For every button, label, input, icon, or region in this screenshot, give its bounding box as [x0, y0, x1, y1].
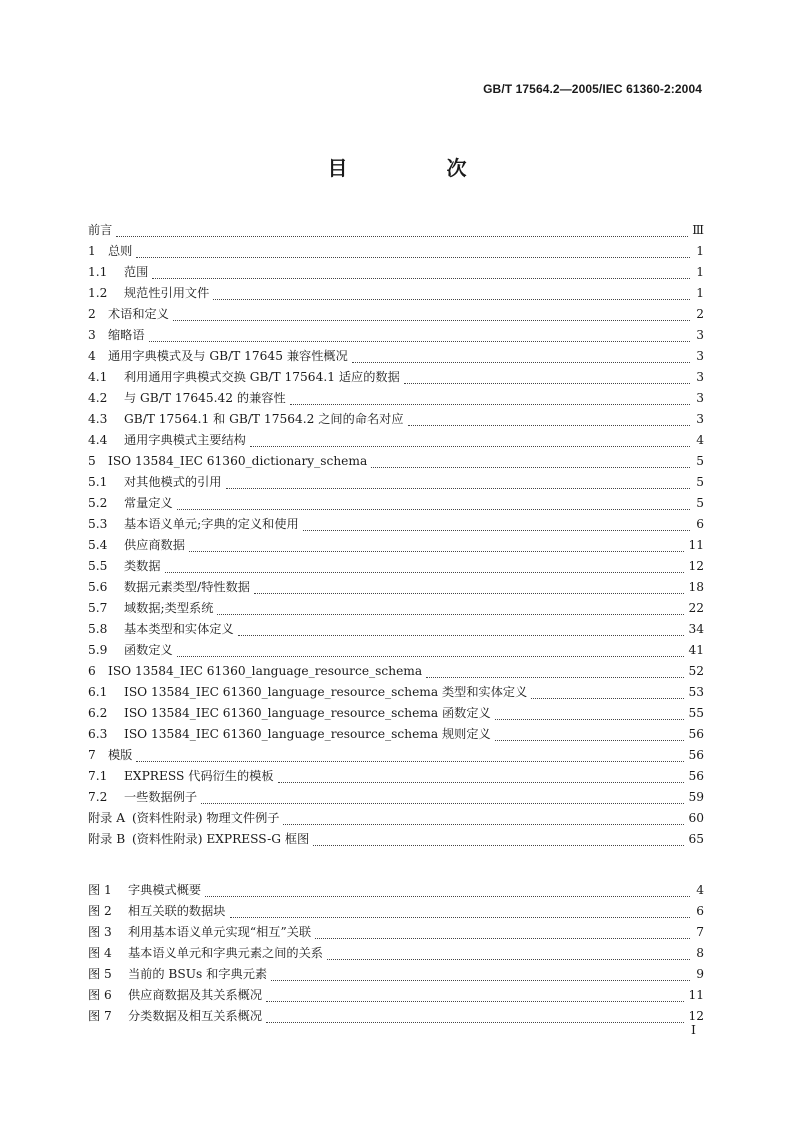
toc-entry-page: 6 — [696, 517, 704, 531]
toc-entry[interactable] — [88, 766, 704, 787]
toc-entry-page: 22 — [688, 601, 704, 615]
toc-entry-page: 2 — [696, 307, 704, 321]
toc-entry-number: 4.3 — [88, 412, 108, 426]
toc-entry-number: 4 — [88, 349, 96, 363]
dot-leader — [250, 431, 690, 447]
toc-entry-page: 3 — [696, 391, 704, 405]
toc-entry-label: 供应商数据 — [124, 538, 185, 552]
toc-entry-label: (资料性附录) EXPRESS-G 框图 — [132, 832, 310, 846]
toc-entry-label: 缩略语 — [108, 328, 145, 342]
toc-entry-page: 41 — [688, 643, 704, 657]
figure-entry[interactable] — [88, 922, 704, 943]
toc-entry-number: 1.1 — [88, 265, 108, 279]
toc-entry-label: 基本语义单元;字典的定义和使用 — [124, 517, 299, 531]
toc-list — [88, 220, 704, 850]
figure-entry-label: 供应商数据及其关系概况 — [128, 988, 263, 1002]
toc-entry-label: (资料性附录) 物理文件例子 — [132, 811, 280, 825]
toc-entry-number: 5.6 — [88, 580, 108, 594]
toc-entry-page: 56 — [688, 748, 704, 762]
dot-leader — [136, 746, 684, 762]
toc-entry[interactable] — [88, 535, 704, 556]
figure-entry-page: 8 — [696, 946, 704, 960]
toc-entry-number: 5.4 — [88, 538, 108, 552]
toc-entry[interactable] — [88, 619, 704, 640]
toc-entry-number: 5.3 — [88, 517, 108, 531]
figure-entry-number: 图 6 — [88, 988, 112, 1002]
toc-entry[interactable] — [88, 682, 704, 703]
toc-entry[interactable] — [88, 829, 704, 850]
toc-entry-label: 一些数据例子 — [124, 790, 198, 804]
toc-entry-label: 对其他模式的引用 — [124, 475, 222, 489]
toc-entry-page: 52 — [688, 664, 704, 678]
figure-entry-number: 图 1 — [88, 883, 112, 897]
toc-entry-page: 55 — [688, 706, 704, 720]
toc-entry-number: 7 — [88, 748, 96, 762]
dot-leader — [315, 923, 690, 939]
toc-entry-label: EXPRESS 代码衍生的模板 — [124, 769, 274, 783]
toc-entry[interactable] — [88, 745, 704, 766]
dot-leader — [152, 263, 690, 279]
toc-entry-page: 3 — [696, 328, 704, 342]
toc-entry[interactable] — [88, 640, 704, 661]
toc-entry-label: 前言 — [88, 223, 113, 237]
figure-entry-label: 相互关联的数据块 — [128, 904, 226, 918]
toc-entry-page: 3 — [696, 370, 704, 384]
dot-leader — [495, 725, 685, 741]
toc-entry[interactable] — [88, 661, 704, 682]
toc-entry-number: 4.1 — [88, 370, 108, 384]
figure-entry-number: 图 5 — [88, 967, 112, 981]
toc-entry-number: 7.1 — [88, 769, 108, 783]
figure-entry-page: 9 — [696, 967, 704, 981]
dot-leader — [271, 965, 690, 981]
toc-entry-page: 5 — [696, 496, 704, 510]
toc-entry-page: 56 — [688, 769, 704, 783]
toc-entry-page: 1 — [696, 244, 704, 258]
toc-entry[interactable] — [88, 304, 704, 325]
dot-leader — [495, 704, 685, 720]
dot-leader — [226, 473, 691, 489]
toc-entry-number: 6.1 — [88, 685, 108, 699]
figure-list — [88, 880, 704, 1027]
figure-entry-label: 字典模式概要 — [128, 883, 202, 897]
toc-entry-page: 3 — [696, 349, 704, 363]
figure-entry[interactable] — [88, 964, 704, 985]
dot-leader — [201, 788, 684, 804]
toc-entry-page: 65 — [688, 832, 704, 846]
toc-entry[interactable] — [88, 262, 704, 283]
toc-entry-label: 范围 — [124, 265, 149, 279]
table-of-contents — [88, 220, 704, 1027]
toc-gap — [88, 850, 704, 880]
dot-leader — [531, 683, 684, 699]
toc-entry-number: 5.1 — [88, 475, 108, 489]
figure-entry-label: 分类数据及相互关系概况 — [128, 1009, 263, 1023]
toc-entry[interactable] — [88, 472, 704, 493]
toc-entry-number: 1.2 — [88, 286, 108, 300]
dot-leader — [266, 1007, 684, 1023]
toc-entry-number: 4.2 — [88, 391, 108, 405]
dot-leader — [303, 515, 690, 531]
toc-entry-page: 59 — [688, 790, 704, 804]
dot-leader — [136, 242, 690, 258]
toc-entry-number: 2 — [88, 307, 96, 321]
dot-leader — [230, 902, 691, 918]
dot-leader — [426, 662, 684, 678]
dot-leader — [404, 368, 690, 384]
toc-entry-page: 5 — [696, 475, 704, 489]
figure-entry[interactable] — [88, 1006, 704, 1027]
toc-entry-label: 基本类型和实体定义 — [124, 622, 234, 636]
toc-entry-number: 7.2 — [88, 790, 108, 804]
toc-entry-number: 5.7 — [88, 601, 108, 615]
toc-entry[interactable] — [88, 388, 704, 409]
toc-entry-label: ISO 13584_IEC 61360_language_resource_schema 类型和实体定义 — [124, 685, 528, 699]
toc-entry[interactable] — [88, 514, 704, 535]
dot-leader — [327, 944, 690, 960]
toc-entry[interactable] — [88, 556, 704, 577]
toc-entry-label: 规范性引用文件 — [124, 286, 210, 300]
page-number: I — [691, 1022, 696, 1037]
toc-entry-number: 4.4 — [88, 433, 108, 447]
toc-entry-page: 3 — [696, 412, 704, 426]
dot-leader — [371, 452, 690, 468]
dot-leader — [189, 536, 685, 552]
toc-entry[interactable] — [88, 220, 704, 241]
page-title: 目 次 — [327, 156, 513, 180]
dot-leader — [177, 641, 685, 657]
standard-number-header: GB/T 17564.2—2005/IEC 61360-2:2004 — [483, 82, 702, 96]
dot-leader — [283, 809, 684, 825]
toc-entry-label: 通用字典模式主要结构 — [124, 433, 246, 447]
dot-leader — [165, 557, 685, 573]
toc-entry[interactable] — [88, 283, 704, 304]
toc-entry[interactable] — [88, 346, 704, 367]
toc-entry-page: 56 — [688, 727, 704, 741]
toc-entry-page: 60 — [688, 811, 704, 825]
toc-entry-page: 5 — [696, 454, 704, 468]
dot-leader — [352, 347, 690, 363]
figure-entry-number: 图 4 — [88, 946, 112, 960]
toc-entry-label: 类数据 — [124, 559, 161, 573]
dot-leader — [213, 284, 690, 300]
dot-leader — [177, 494, 690, 510]
figure-entry[interactable] — [88, 901, 704, 922]
figure-entry-label: 当前的 BSUs 和字典元素 — [128, 967, 268, 981]
figure-entry-page: 4 — [696, 883, 704, 897]
toc-entry-number: 5.2 — [88, 496, 108, 510]
dot-leader — [116, 221, 688, 237]
toc-entry-number: 6.2 — [88, 706, 108, 720]
toc-entry-label: ISO 13584_IEC 61360_dictionary_schema — [108, 454, 368, 468]
toc-entry-page: Ⅲ — [692, 223, 704, 237]
toc-entry[interactable] — [88, 451, 704, 472]
toc-entry-number: 附录 A — [88, 811, 126, 825]
dot-leader — [290, 389, 690, 405]
toc-entry-label: ISO 13584_IEC 61360_language_resource_schema — [108, 664, 423, 678]
figure-entry-page: 6 — [696, 904, 704, 918]
figure-entry[interactable] — [88, 985, 704, 1006]
figure-entry-number: 图 3 — [88, 925, 112, 939]
dot-leader — [266, 986, 684, 1002]
toc-entry-label: 通用字典模式及与 GB/T 17645 兼容性概况 — [108, 349, 348, 363]
toc-entry[interactable] — [88, 493, 704, 514]
toc-entry-number: 5 — [88, 454, 96, 468]
toc-entry-page: 12 — [688, 559, 704, 573]
figure-entry-label: 基本语义单元和字典元素之间的关系 — [128, 946, 323, 960]
dot-leader — [173, 305, 690, 321]
figure-entry-page: 11 — [688, 988, 704, 1002]
toc-entry-number: 1 — [88, 244, 96, 258]
toc-entry-page: 1 — [696, 265, 704, 279]
toc-entry-label: ISO 13584_IEC 61360_language_resource_schema 规则定义 — [124, 727, 491, 741]
toc-entry-label: 域数据;类型系统 — [124, 601, 214, 615]
figure-entry[interactable] — [88, 880, 704, 901]
dot-leader — [149, 326, 690, 342]
toc-entry[interactable] — [88, 430, 704, 451]
toc-entry-label: 总则 — [108, 244, 133, 258]
dot-leader — [238, 620, 685, 636]
toc-entry-label: 数据元素类型/特性数据 — [124, 580, 250, 594]
toc-entry[interactable] — [88, 724, 704, 745]
toc-entry-page: 11 — [688, 538, 704, 552]
toc-entry-page: 4 — [696, 433, 704, 447]
toc-entry-number: 附录 B — [88, 832, 126, 846]
toc-entry-number: 6 — [88, 664, 96, 678]
toc-entry[interactable] — [88, 703, 704, 724]
toc-entry[interactable] — [88, 598, 704, 619]
figure-entry-page: 7 — [696, 925, 704, 939]
figure-entry-number: 图 7 — [88, 1009, 112, 1023]
toc-entry-page: 53 — [688, 685, 704, 699]
toc-entry[interactable] — [88, 409, 704, 430]
toc-entry[interactable] — [88, 367, 704, 388]
toc-entry-label: GB/T 17564.1 和 GB/T 17564.2 之间的命名对应 — [124, 412, 404, 426]
toc-entry-label: ISO 13584_IEC 61360_language_resource_schema 函数定义 — [124, 706, 491, 720]
toc-entry-number: 5.8 — [88, 622, 108, 636]
toc-entry-page: 18 — [688, 580, 704, 594]
figure-entry-page: 12 — [688, 1009, 704, 1023]
toc-entry-number: 3 — [88, 328, 96, 342]
toc-entry-page: 1 — [696, 286, 704, 300]
toc-entry-label: 利用通用字典模式交换 GB/T 17564.1 适应的数据 — [124, 370, 400, 384]
toc-entry[interactable] — [88, 787, 704, 808]
toc-entry-label: 函数定义 — [124, 643, 173, 657]
dot-leader — [278, 767, 685, 783]
figure-entry-number: 图 2 — [88, 904, 112, 918]
dot-leader — [313, 830, 684, 846]
toc-entry-number: 5.5 — [88, 559, 108, 573]
dot-leader — [217, 599, 684, 615]
dot-leader — [408, 410, 690, 426]
toc-entry[interactable] — [88, 325, 704, 346]
toc-entry[interactable] — [88, 577, 704, 598]
toc-entry[interactable] — [88, 241, 704, 262]
toc-entry-label: 模版 — [108, 748, 133, 762]
toc-entry-number: 5.9 — [88, 643, 108, 657]
figure-entry-label: 利用基本语义单元实现“相互”关联 — [128, 925, 312, 939]
toc-entry-label: 常量定义 — [124, 496, 173, 510]
dot-leader — [205, 881, 690, 897]
toc-entry-page: 34 — [688, 622, 704, 636]
figure-entry[interactable] — [88, 943, 704, 964]
toc-entry-label: 术语和定义 — [108, 307, 169, 321]
toc-entry-number: 6.3 — [88, 727, 108, 741]
toc-entry-label: 与 GB/T 17645.42 的兼容性 — [124, 391, 286, 405]
dot-leader — [254, 578, 685, 594]
toc-entry[interactable] — [88, 808, 704, 829]
